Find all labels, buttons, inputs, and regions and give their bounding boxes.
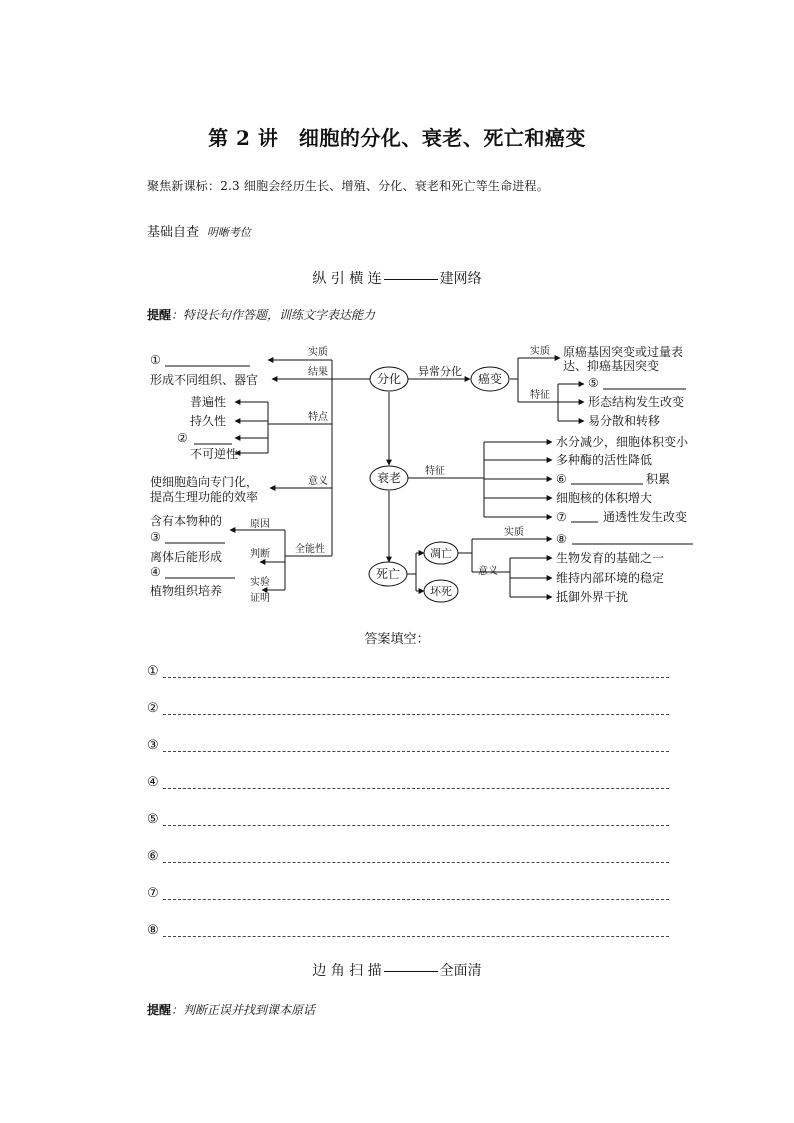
- death-meaning-3: 抵御外界干扰: [556, 590, 629, 604]
- tip-text: ：特设长句作答题，训练文字表达能力: [171, 308, 376, 322]
- cancer-feature-2: 形态结构发生改变: [588, 395, 685, 409]
- label-aging-feature: 特征: [425, 466, 445, 477]
- tip-text: ：判断正误并找到课本原话: [171, 1003, 316, 1017]
- feature-universal: 普遍性: [190, 395, 227, 409]
- label-meaning: 意义: [308, 476, 328, 487]
- aging-item-3-tail: 积累: [646, 472, 671, 486]
- label-proof: 证明: [250, 593, 270, 604]
- diff-result-text: 形成不同组织、器官: [150, 373, 259, 387]
- blank-8: ⑧: [556, 532, 567, 546]
- totipotency-judge-text: 离体后能形成: [150, 550, 223, 564]
- node-aibian-label: 癌变: [477, 372, 503, 386]
- aging-item-4: 细胞核的体积增大: [556, 491, 653, 505]
- blank-1: ①: [150, 353, 161, 367]
- heading-corners-right: 全面清: [439, 963, 482, 979]
- node-huaisi-label: 坏死: [430, 585, 452, 598]
- feature-lasting: 持久性: [190, 414, 227, 428]
- label-result: 结果: [308, 367, 328, 378]
- label-essence: 实质: [308, 347, 328, 358]
- blank-5: ⑤: [588, 376, 599, 390]
- node-shuailao-label: 衰老: [376, 471, 402, 485]
- label-feature: 特点: [308, 412, 328, 423]
- label-cancer-feature: 特征: [530, 390, 550, 401]
- page-title: 第 2 讲 细胞的分化、衰老、死亡和癌变: [208, 126, 586, 150]
- blank-3: ③: [150, 530, 161, 544]
- blank-2: ②: [177, 431, 188, 445]
- answer-num: ⑥: [147, 849, 159, 864]
- aging-item-1: 水分减少，细胞体积变小: [556, 435, 689, 449]
- totipotency-cause-text: 含有本物种的: [150, 514, 223, 528]
- aging-item-2: 多种酶的活性降低: [556, 453, 653, 467]
- blank-7: ⑦: [556, 510, 567, 524]
- section-sublabel: 明晰考位: [206, 226, 251, 239]
- label-totipotency: 全能性: [295, 544, 325, 555]
- answer-row-7[interactable]: [147, 886, 669, 902]
- label-judge: 判断: [250, 549, 270, 560]
- answer-num: ③: [147, 738, 159, 753]
- totipotency-experiment-text: 植物组织培养: [150, 584, 223, 598]
- blank-4: ④: [150, 565, 161, 579]
- label-abnormal-diff: 异常分化: [418, 365, 462, 378]
- cancer-feature-3: 易分散和转移: [588, 414, 661, 428]
- section-label: 基础自查: [147, 225, 200, 240]
- death-meaning-2: 维持内部环境的稳定: [556, 571, 665, 585]
- answer-row-2[interactable]: [147, 701, 669, 717]
- heading-network-right: 建网络: [439, 271, 482, 287]
- feature-irreversible: 不可逆性: [190, 447, 239, 461]
- blank-6: ⑥: [556, 472, 567, 486]
- death-meaning-1: 生物发育的基础之一: [556, 551, 665, 565]
- answer-num: ⑤: [147, 812, 159, 827]
- answer-num: ④: [147, 775, 159, 790]
- heading-corners: [0, 960, 794, 980]
- answer-num: ②: [147, 701, 159, 716]
- meaning-line-1: 使细胞趋向专门化，: [150, 475, 259, 489]
- aging-item-5-tail: 通透性发生改变: [603, 510, 688, 524]
- answer-num: ①: [147, 664, 159, 679]
- answer-row-6[interactable]: [147, 849, 669, 865]
- label-cause: 原因: [250, 519, 270, 530]
- heading-corners-left: 边 角 扫 描: [312, 963, 382, 979]
- tip-label: 提醒: [147, 1003, 172, 1017]
- label-cancer-essence: 实质: [530, 346, 550, 357]
- node-diaowang-label: 凋亡: [430, 547, 452, 560]
- answer-row-8[interactable]: [147, 923, 669, 939]
- label-experiment: 实验: [250, 577, 270, 588]
- answer-row-4[interactable]: [147, 775, 669, 791]
- label-death-essence: 实质: [504, 527, 524, 538]
- label-death-meaning: 意义: [478, 566, 498, 577]
- tip-label: 提醒: [147, 308, 172, 322]
- answer-num: ⑦: [147, 886, 159, 901]
- heading-network-left: 纵 引 横 连: [312, 271, 382, 287]
- answer-row-3[interactable]: [147, 738, 669, 754]
- node-fenhua-label: 分化: [376, 372, 402, 386]
- answer-label: 答案填空：: [364, 632, 430, 647]
- cancer-essence-line-1: 原癌基因突变或过量表: [563, 345, 684, 359]
- node-siwang-label: 死亡: [375, 567, 401, 581]
- answer-num: ⑧: [147, 923, 159, 938]
- course-standard: 聚焦新课标：2.3 细胞会经历生长、增殖、分化、衰老和死亡等生命进程。: [147, 179, 549, 193]
- tip-line-2: [147, 1001, 315, 1018]
- answer-row-5[interactable]: [147, 812, 669, 828]
- cancer-essence-line-2: 达、抑癌基因突变: [563, 359, 660, 373]
- meaning-line-2: 提高生理功能的效率: [150, 490, 259, 504]
- answer-row-1[interactable]: [147, 664, 669, 680]
